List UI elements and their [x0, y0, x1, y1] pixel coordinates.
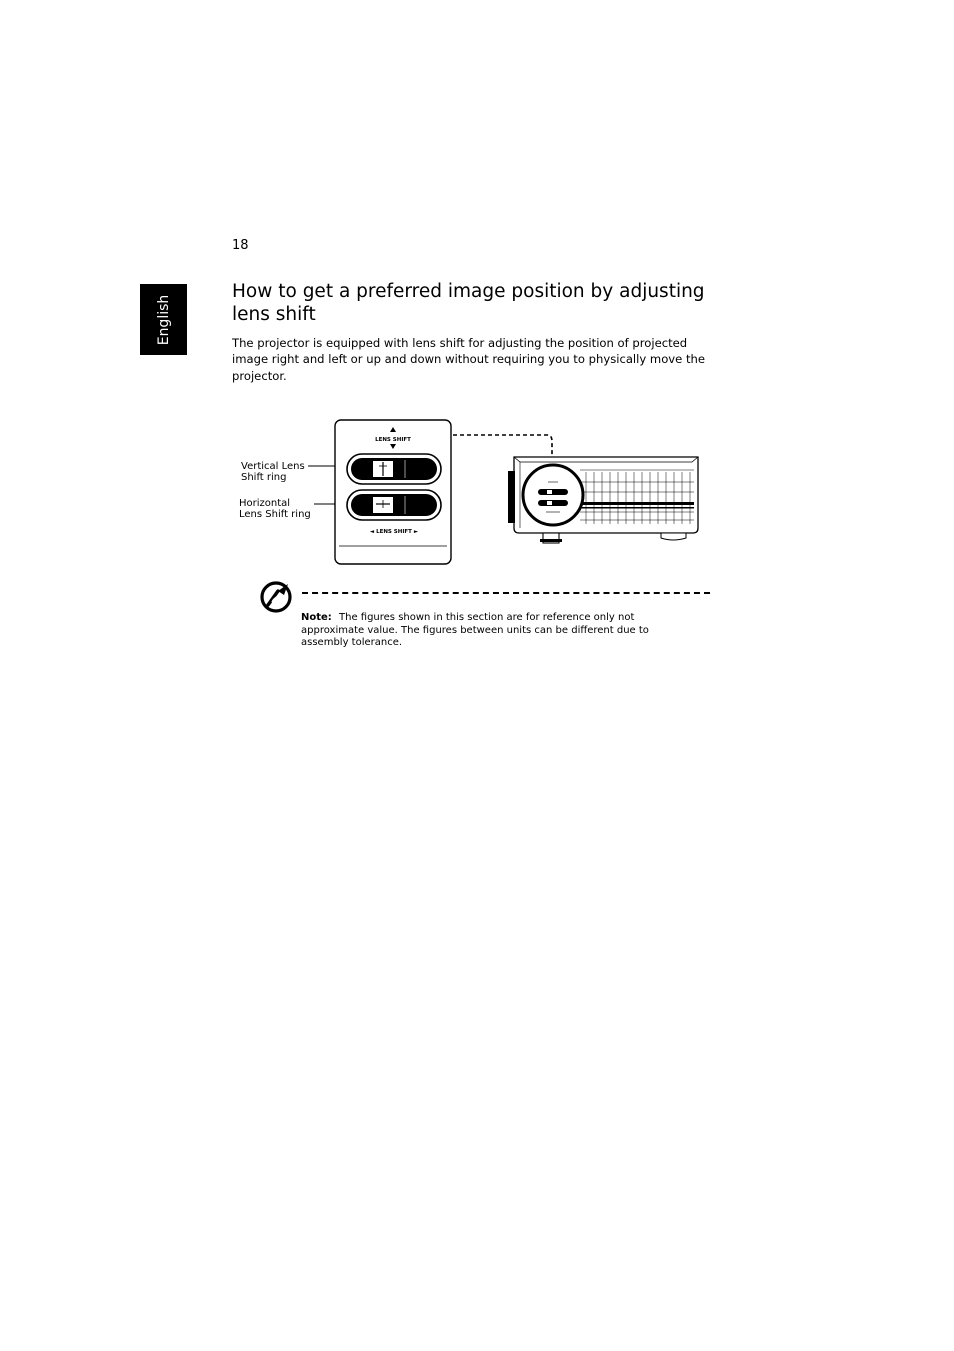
- note-paragraph: [301, 612, 693, 650]
- intro-paragraph: The projector is equipped with lens shift for adjusting the position of projected image right and left or up and down without requiring you to physically move the projector.: [232, 336, 706, 383]
- vertical-lens-shift-ring: [347, 454, 441, 484]
- section-title: How to get a preferred image position by adjusting lens shift: [232, 281, 705, 325]
- note-icon: [259, 578, 295, 614]
- panel-bottom-label: ◄ LENS SHIFT ►: [369, 529, 419, 535]
- panel-top-label: LENS SHIFT: [375, 437, 411, 443]
- projector-illustration: [508, 457, 698, 543]
- note-divider: [302, 592, 710, 594]
- lens-shift-panel: [335, 420, 451, 564]
- language-tab: [140, 284, 187, 355]
- note-label: Note:: [301, 612, 332, 623]
- note-text: The figures shown in this section are for reference only not approximate value. The figures between units can be different due to assembly tolerance.: [301, 612, 649, 649]
- page-number: 18: [232, 238, 249, 253]
- horizontal-lens-shift-ring: [347, 490, 441, 520]
- lens-shift-figure: [236, 416, 706, 568]
- horizontal-lens-shift-callout: Horizontal Lens Shift ring: [239, 498, 311, 520]
- vertical-lens-shift-callout: Vertical Lens Shift ring: [241, 461, 305, 483]
- language-tab-label: English: [155, 294, 172, 345]
